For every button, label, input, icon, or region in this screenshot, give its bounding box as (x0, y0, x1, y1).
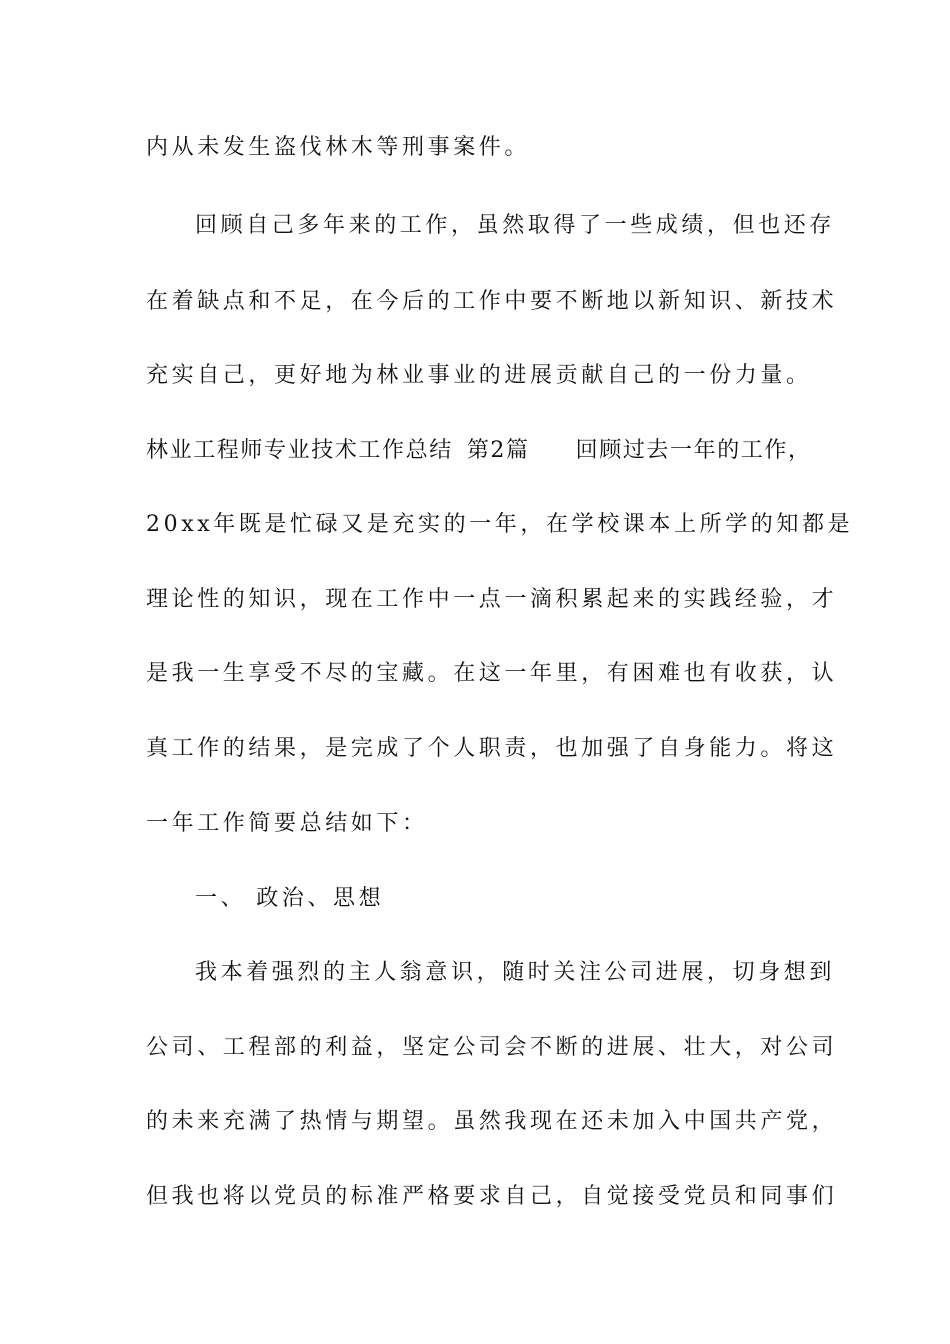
paragraph-line: 在着缺点和不足，在今后的工作中要不断地以新知识、新技术 (146, 289, 838, 314)
paragraph-line: 充实自己，更好地为林业事业的进展贡献自己的一份力量。 (146, 363, 812, 388)
section-heading (195, 884, 384, 914)
paragraph-line: 我本着强烈的主人翁意识，随时关注公司进展，切身想到 (195, 960, 836, 985)
chapter-label: 第2篇 (466, 438, 530, 463)
paragraph-line: 公司、工程部的利益，坚定公司会不断的进展、壮大，对公司 (146, 1035, 838, 1060)
chapter-heading-line (146, 436, 812, 466)
paragraph-line: 回顾自己多年来的工作，虽然取得了一些成绩，但也还存 (195, 213, 836, 238)
paragraph-line: 理论性的知识，现在工作中一点一滴积累起来的实践经验，才 (146, 587, 838, 612)
paragraph-line: 的未来充满了热情与期望。虽然我现在还未加入中国共产党， (146, 1109, 838, 1134)
paragraph-start: 回顾过去一年的工作， (575, 438, 812, 463)
paragraph-line: 内从未发生盗伐林木等刑事案件。 (146, 135, 531, 160)
section-number: 一、 (195, 886, 247, 911)
paragraph-line: 但我也将以党员的标准严格要求自己，自觉接受党员和同事们 (146, 1184, 838, 1209)
document-title: 林业工程师专业技术工作总结 (146, 438, 453, 463)
section-title: 政治、思想 (256, 886, 385, 911)
paragraph-line: 是我一生享受不尽的宝藏。在这一年里，有困难也有收获，认 (146, 661, 838, 686)
paragraph-line: 一年工作简要总结如下： (146, 811, 428, 836)
paragraph-line: 真工作的结果，是完成了个人职责，也加强了自身能力。将这 (146, 736, 838, 761)
paragraph-line: 20xx年既是忙碌又是充实的一年，在学校课本上所学的知都是 (146, 512, 854, 537)
